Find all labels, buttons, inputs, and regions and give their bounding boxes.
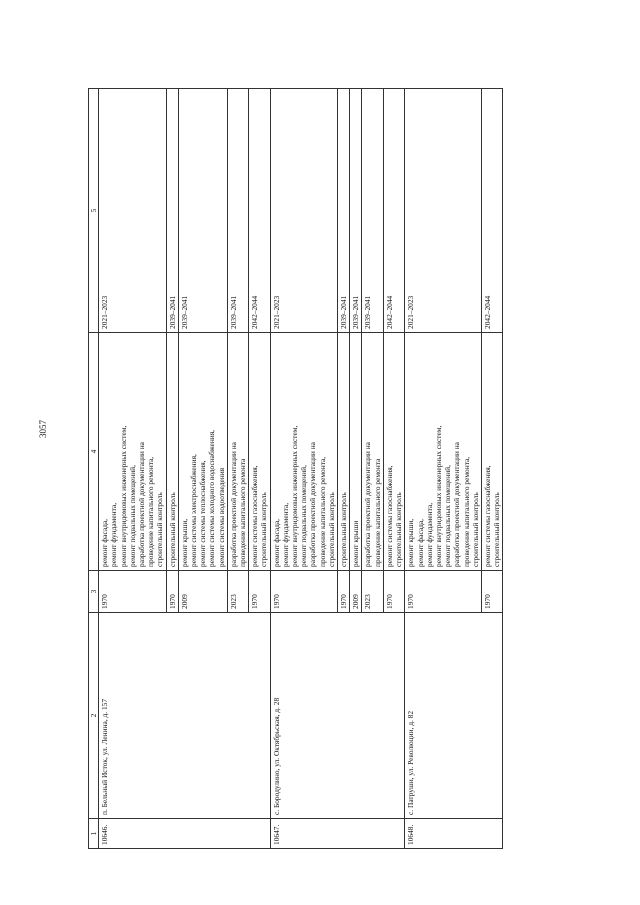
work-types-cell <box>383 333 404 571</box>
period-cell: 2021–2023 <box>405 89 482 333</box>
work-type-line: ремонт системы газоснабжения, <box>250 465 260 567</box>
work-type-line: проведение капитального ремонта <box>238 458 248 567</box>
work-type-line: строительный контроль <box>492 492 502 567</box>
work-types-cell <box>338 333 350 571</box>
table-row <box>405 89 482 849</box>
period-cell: 2039–2041 <box>338 89 350 333</box>
work-type-line: ремонт крыши <box>351 520 361 567</box>
year-cell: 1970 <box>383 571 404 613</box>
work-type-line: ремонт системы холодного водоснабжения, <box>207 430 217 567</box>
work-type-line: строительный контроль <box>470 492 480 567</box>
work-type-line: ремонт фасада, <box>271 519 281 567</box>
year-cell: 1970 <box>481 571 502 613</box>
work-type-line: ремонт внутридомовых инженерных систем, <box>433 425 443 567</box>
work-type-line: ремонт подвальных помещений, <box>443 465 453 567</box>
period-cell: 2039–2041 <box>166 89 178 333</box>
rotated-table-container <box>88 89 570 849</box>
work-type-line: ремонт крыши, <box>406 518 416 567</box>
period-cell: 2021–2023 <box>270 89 337 333</box>
work-type-line: ремонт системы газоснабжения, <box>482 465 492 567</box>
table-row <box>270 89 337 849</box>
column-header-5: 5 <box>89 89 99 333</box>
row-number-cell: 10648. <box>405 819 503 849</box>
period-cell: 2039–2041 <box>227 89 248 333</box>
period-cell: 2021–2023 <box>99 89 166 333</box>
work-type-line: разработка проектной документации на <box>137 442 147 567</box>
work-type-line: ремонт крыши, <box>179 518 189 567</box>
year-cell: 1970 <box>99 571 166 613</box>
period-cell: 2039–2041 <box>178 89 227 333</box>
work-types-cell <box>362 333 383 571</box>
year-cell: 2009 <box>178 571 227 613</box>
row-number-cell: 10647. <box>270 819 405 849</box>
year-cell: 1970 <box>166 571 178 613</box>
work-types-cell <box>249 333 270 571</box>
work-type-line: строительный контроль <box>259 492 269 567</box>
address-cell: с. Патруши, ул. Революции, д. 82 <box>405 613 503 819</box>
work-type-line: строительный контроль <box>394 492 404 567</box>
work-type-line: ремонт фундамента, <box>109 502 119 567</box>
work-type-line: строительный контроль <box>167 492 177 567</box>
work-type-line: проведение капитального ремонта, <box>146 456 156 567</box>
work-types-cell <box>99 333 166 571</box>
year-cell: 2023 <box>362 571 383 613</box>
work-type-line: ремонт внутридомовых инженерных систем, <box>118 425 128 567</box>
row-number-cell: 10646. <box>99 819 270 849</box>
period-cell: 2042–2044 <box>249 89 270 333</box>
work-type-line: ремонт подвальных помещений, <box>127 465 137 567</box>
work-type-line: ремонт фундамента, <box>280 502 290 567</box>
column-number-header-row <box>89 89 99 849</box>
work-type-line: ремонт подвальных помещений, <box>299 465 309 567</box>
work-type-line: ремонт фундамента, <box>424 502 434 567</box>
column-header-2: 2 <box>89 613 99 819</box>
column-header-3: 3 <box>89 571 99 613</box>
period-cell: 2042–2044 <box>481 89 502 333</box>
work-type-line: ремонт системы газоснабжения, <box>384 465 394 567</box>
work-type-line: проведение капитального ремонта <box>372 458 382 567</box>
year-cell: 1970 <box>270 571 337 613</box>
work-types-cell <box>350 333 362 571</box>
column-header-4: 4 <box>89 333 99 571</box>
year-cell: 2023 <box>227 571 248 613</box>
work-type-line: ремонт фасада, <box>415 519 425 567</box>
column-header-1: 1 <box>89 819 99 849</box>
page-number: 3057 <box>38 420 48 438</box>
year-cell: 1970 <box>249 571 270 613</box>
address-cell: с. Бородулино, ул. Октябрьская, д. 28 <box>270 613 405 819</box>
period-cell: 2042–2044 <box>383 89 404 333</box>
table-row <box>99 89 166 849</box>
table-body <box>99 89 503 849</box>
work-type-line: разработка проектной документации на <box>363 442 373 567</box>
work-type-line: строительный контроль <box>339 492 349 567</box>
work-types-cell <box>405 333 482 571</box>
work-type-line: строительный контроль <box>155 492 165 567</box>
period-cell: 2039–2041 <box>350 89 362 333</box>
address-cell: п. Бельный Исток, ул. Ленина, д. 157 <box>99 613 270 819</box>
work-types-cell <box>166 333 178 571</box>
work-type-line: ремонт системы электроснабжения, <box>189 454 199 567</box>
period-cell: 2039–2041 <box>362 89 383 333</box>
work-type-line: разработка проектной документации на <box>228 442 238 567</box>
work-type-line: строительный контроль <box>326 492 336 567</box>
work-types-cell <box>270 333 337 571</box>
year-cell: 1970 <box>338 571 350 613</box>
work-type-line: ремонт фасада, <box>100 519 110 567</box>
year-cell: 1970 <box>405 571 482 613</box>
work-type-line: ремонт системы водоотведения <box>216 467 226 567</box>
work-types-cell <box>178 333 227 571</box>
work-types-cell <box>227 333 248 571</box>
work-type-line: проведение капитального ремонта, <box>461 456 471 567</box>
work-types-cell <box>481 333 502 571</box>
work-type-line: ремонт внутридомовых инженерных систем, <box>290 425 300 567</box>
year-cell: 2009 <box>350 571 362 613</box>
work-type-line: разработка проектной документации на <box>308 442 318 567</box>
repair-schedule-table <box>88 88 503 849</box>
work-type-line: разработка проектной документации на <box>452 442 462 567</box>
work-type-line: проведение капитального ремонта, <box>317 456 327 567</box>
work-type-line: ремонт системы теплоснабжения, <box>198 460 208 567</box>
